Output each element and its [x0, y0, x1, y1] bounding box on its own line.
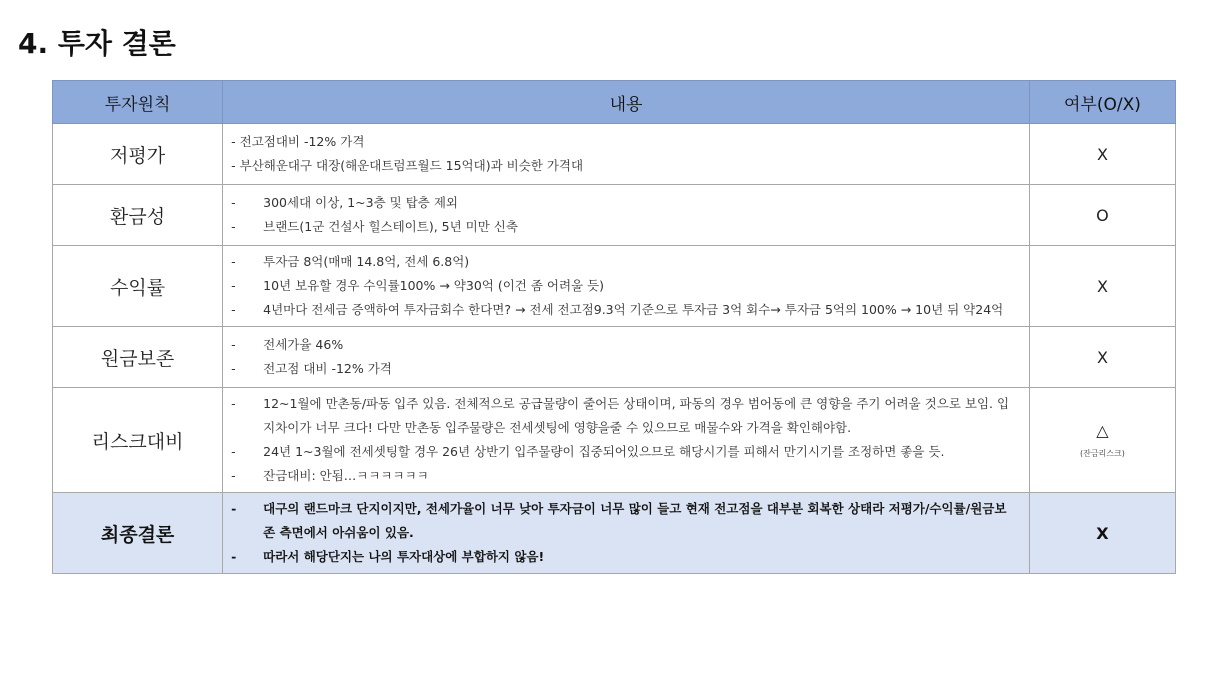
content-cell: [223, 246, 1030, 327]
bullet-item: - 잔금대비: 안됨…ㅋㅋㅋㅋㅋㅋ: [231, 468, 429, 483]
content-cell: [223, 327, 1030, 388]
content-line: - 전고점대비 -12% 가격: [231, 134, 365, 149]
content-line: - 부산해운대구 대장(해운대트럼프월드 15억대)과 비슷한 가격대: [231, 158, 584, 173]
bullet-item: - 전고점 대비 -12% 가격: [231, 361, 392, 376]
verdict-cell: X: [1029, 493, 1175, 574]
bullet-item: - 300세대 이상, 1~3층 및 탑층 제외: [231, 195, 458, 210]
verdict-cell: [1029, 388, 1175, 493]
bullet-item: - 10년 보유할 경우 수익률100% → 약30억 (이건 좀 어려울 듯): [231, 278, 605, 293]
table-row-risk: [53, 388, 1176, 493]
triangle-icon: △: [1096, 420, 1109, 440]
content-cell: [223, 493, 1030, 574]
bullet-item: - 24년 1~3월에 전세셋팅할 경우 26년 상반기 입주물량이 집중되어있으므로 해당시기를 피해서 만기시기를 조정하면 좋을 듯.: [231, 444, 945, 459]
table-row-return: [53, 246, 1176, 327]
header-principle: 투자원칙: [53, 81, 223, 124]
content-cell: [223, 388, 1030, 493]
principle-cell: 원금보존: [53, 327, 223, 388]
bullet-item: - 12~1월에 만촌동/파동 입주 있음. 전체적으로 공급물량이 줄어든 상태이며, 파동의 경우 범어동에 큰 영향을 주기 어려울 것으로 보임. 입지차이가 너무 크다! 다만 만촌동 입주물량은 전세셋팅에 영향을줄 수 있으므로 매물수와 가격을 확인해야함.: [231, 396, 1010, 435]
principle-cell: 최종결론: [53, 493, 223, 574]
verdict-cell: X: [1029, 246, 1175, 327]
bullet-item: - 4년마다 전세금 증액하여 투자금회수 한다면? → 전세 전고점9.3억 기준으로 투자금 3억 회수→ 투자금 5억의 100% → 10년 뒤 약24억: [231, 302, 1004, 317]
table-header-row: [53, 81, 1176, 124]
content-cell: [223, 124, 1030, 185]
table-row-principal-preservation: [53, 327, 1176, 388]
bullet-item: - 투자금 8억(매매 14.8억, 전세 6.8억): [231, 254, 470, 269]
principle-cell: 리스크대비: [53, 388, 223, 493]
header-verdict: 여부(O/X): [1029, 81, 1175, 124]
bullet-item: - 전세가율 46%: [231, 337, 344, 352]
principle-cell: 저평가: [53, 124, 223, 185]
header-content: 내용: [223, 81, 1030, 124]
section-title: 4. 투자 결론: [18, 27, 176, 60]
verdict-note: (잔금리스크): [1079, 448, 1125, 458]
bullet-item: - 따라서 해당단지는 나의 투자대상에 부합하지 않음!: [231, 549, 545, 564]
bullet-item: - 브랜드(1군 건설사 힐스테이트), 5년 미만 신축: [231, 219, 518, 234]
principle-cell: 수익률: [53, 246, 223, 327]
content-cell: [223, 185, 1030, 246]
table-row-liquidity: [53, 185, 1176, 246]
verdict-cell: X: [1029, 327, 1175, 388]
verdict-cell: X: [1029, 124, 1175, 185]
table-row-undervalued: [53, 124, 1176, 185]
table-row-final-conclusion: [53, 493, 1176, 574]
principle-cell: 환금성: [53, 185, 223, 246]
investment-conclusion-table: [52, 80, 1176, 574]
verdict-cell: O: [1029, 185, 1175, 246]
bullet-item: - 대구의 랜드마크 단지이지만, 전세가율이 너무 낮아 투자금이 너무 많이 들고 현재 전고점을 대부분 회복한 상태라 저평가/수익률/원금보존 측면에서 아쉬움이 있음.: [231, 501, 1007, 540]
